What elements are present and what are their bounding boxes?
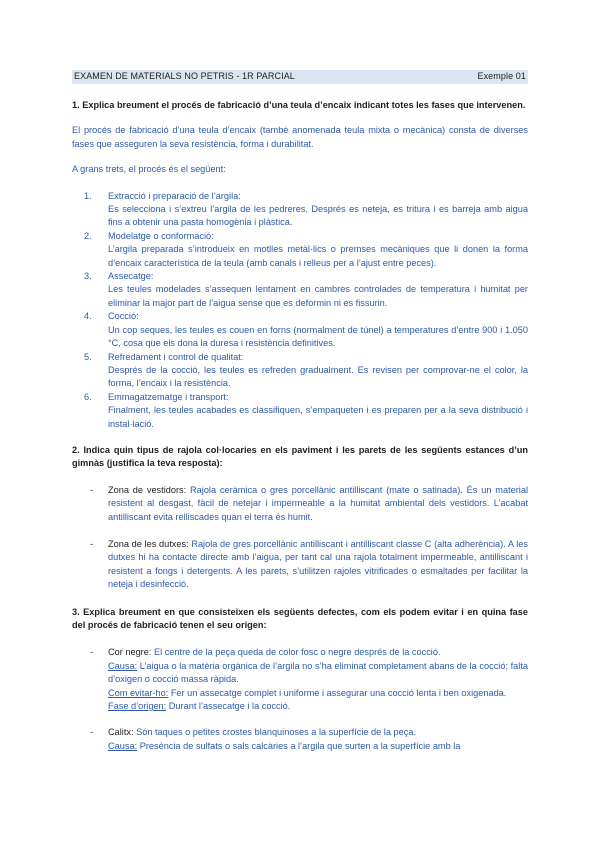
item-text: Rajola ceràmica o gres porcellànic antilliscant (mate o satinada). És un material resistent al desgast, fàcil de netejar i impermeable a la humitat ambiental dels vestidors. L’acabat antilliscant evita relliscades quan el terra és humit. — [108, 484, 528, 522]
step-number: 6. — [84, 391, 92, 402]
step-text: Les teules modelades s’assequen lentament en cambres controlades de temperatura i humitat per eliminar la major part de l’aigua sense que es deformin ni es fissurin. — [108, 284, 528, 308]
example-label: Exemple 01 — [477, 71, 526, 82]
step-title: Modelatge o conformació: — [108, 230, 214, 241]
causa-label: Causa: — [108, 660, 138, 671]
defect-label: Cor negre: — [108, 647, 152, 658]
question-3: 3. Explica breument en que consisteixen els següents defectes, com els podem evitar i en quina fase del procés de fabricació tenen el seu origen: — [72, 606, 528, 630]
step-title: Cocció: — [108, 311, 139, 322]
step-title: Emmagatzematge i transport: — [108, 391, 229, 402]
answer-item-vestidors — [72, 484, 528, 524]
answer-item-dutxes — [72, 538, 528, 592]
step-number: 4. — [84, 311, 92, 322]
process-step — [72, 190, 528, 230]
dash-bullet: - — [90, 484, 94, 495]
process-step — [72, 230, 528, 270]
question-2: 2. Indica quin tipus de rajola col·locaries en els paviment i les parets de les següents estances d’un gimnàs (justifica la teva resposta): — [72, 444, 528, 469]
causa-label: Causa: — [108, 740, 138, 751]
causa-text: L’aigua o la matèria orgànica de l’argila no s’ha eliminat completament abans de la cocció; falta d’oxigen o cocció massa ràpida. — [108, 660, 529, 685]
process-step — [72, 270, 528, 310]
item-label: Zona de les dutxes: — [108, 538, 189, 549]
step-number: 1. — [84, 190, 92, 201]
step-title: Extracció i preparació de l’argila: — [108, 190, 241, 201]
step-title: Refredament i control de qualitat: — [108, 351, 244, 362]
q1-lead: A grans trets, el procés és el següent: — [72, 164, 226, 175]
dash-bullet: - — [90, 647, 94, 658]
step-number: 5. — [84, 351, 92, 362]
item-text: Rajola de gres porcellànic antilliscant i antilliscant classe C (alta adherència). A les dutxes hi ha contacte directe amb l’aigua, per tant cal una rajola totalment impermeable, antilliscant i resistent a fongs i detergents. A les parets, s’utilitzen rajoles vitrificades o esmaltades per facilitar la neteja i desinfecció. — [108, 538, 528, 590]
q1-intro: El procés de fabricació d’una teula d’encaix (també anomenada teula mixta o mecànica) consta de diverses fases que asseguren la seva resistència, forma i durabilitat. — [72, 125, 528, 149]
step-text: L’argila preparada s’introdueix en motlles metàl·lics o premses mecàniques que li donen la forma d’encaix característica de la teula (amb canals i relleus per a l’ajust entre peces). — [108, 244, 528, 268]
step-title: Assecatge: — [108, 271, 154, 282]
evitar-label: Com evitar-ho: — [108, 687, 169, 698]
process-steps-list — [72, 190, 528, 431]
process-step — [72, 351, 528, 391]
document-page — [72, 70, 528, 753]
defect-item-calitx — [72, 726, 528, 753]
step-text: Finalment, les teules acabades es classifiquen, s’empaqueten i es preparen per a la seva distribució i instal·lació. — [108, 405, 528, 429]
step-number: 2. — [84, 230, 92, 241]
step-text: Es selecciona i s’extreu l’argila de les pedreres. Després es neteja, es tritura i es barreja amb aigua fins a obtenir una pasta homogènia i plàstica. — [108, 204, 528, 228]
dash-bullet: - — [90, 727, 94, 738]
defect-description: Són taques o petites crostes blanquinoses a la superfície de la peça. — [136, 727, 416, 738]
exam-title: EXAMEN DE MATERIALS NO PETRIS - 1R PARCIAL — [74, 71, 295, 82]
dash-bullet: - — [90, 538, 94, 549]
evitar-text: Fer un assecatge complet i uniforme i assegurar una cocció lenta i ben oxigenada. — [170, 687, 507, 698]
causa-text: Presència de sulfats o sals calcàries a l’argila que surten a la superfície amb la — [139, 740, 461, 751]
step-number: 3. — [84, 271, 92, 282]
fase-text: Durant l’assecatge i la cocció. — [168, 701, 291, 712]
defect-description: El centre de la peça queda de color fosc o negre després de la cocció. — [153, 647, 441, 658]
question-1: 1. Explica breument el procés de fabricació d’una teula d’encaix indicant totes les fases que intervenen. — [72, 100, 526, 110]
defect-label: Calitx: — [108, 727, 134, 738]
item-label: Zona de vestidors: — [108, 484, 187, 495]
exam-header — [72, 70, 528, 84]
process-step — [72, 391, 528, 431]
process-step — [72, 310, 528, 350]
step-text: Després de la cocció, les teules es refreden gradualment. Es revisen per comprovar-ne el color, la forma, l’encaix i la resistència. — [108, 364, 528, 389]
step-text: Un cop seques, les teules es couen en forns (normalment de túnel) a temperatures d’entre 900 i 1.050 °C, cosa que els dona la duresa i resistència definitives. — [108, 324, 528, 349]
defect-item-cor-negre — [72, 646, 528, 713]
fase-label: Fase d’origen: — [108, 701, 167, 712]
